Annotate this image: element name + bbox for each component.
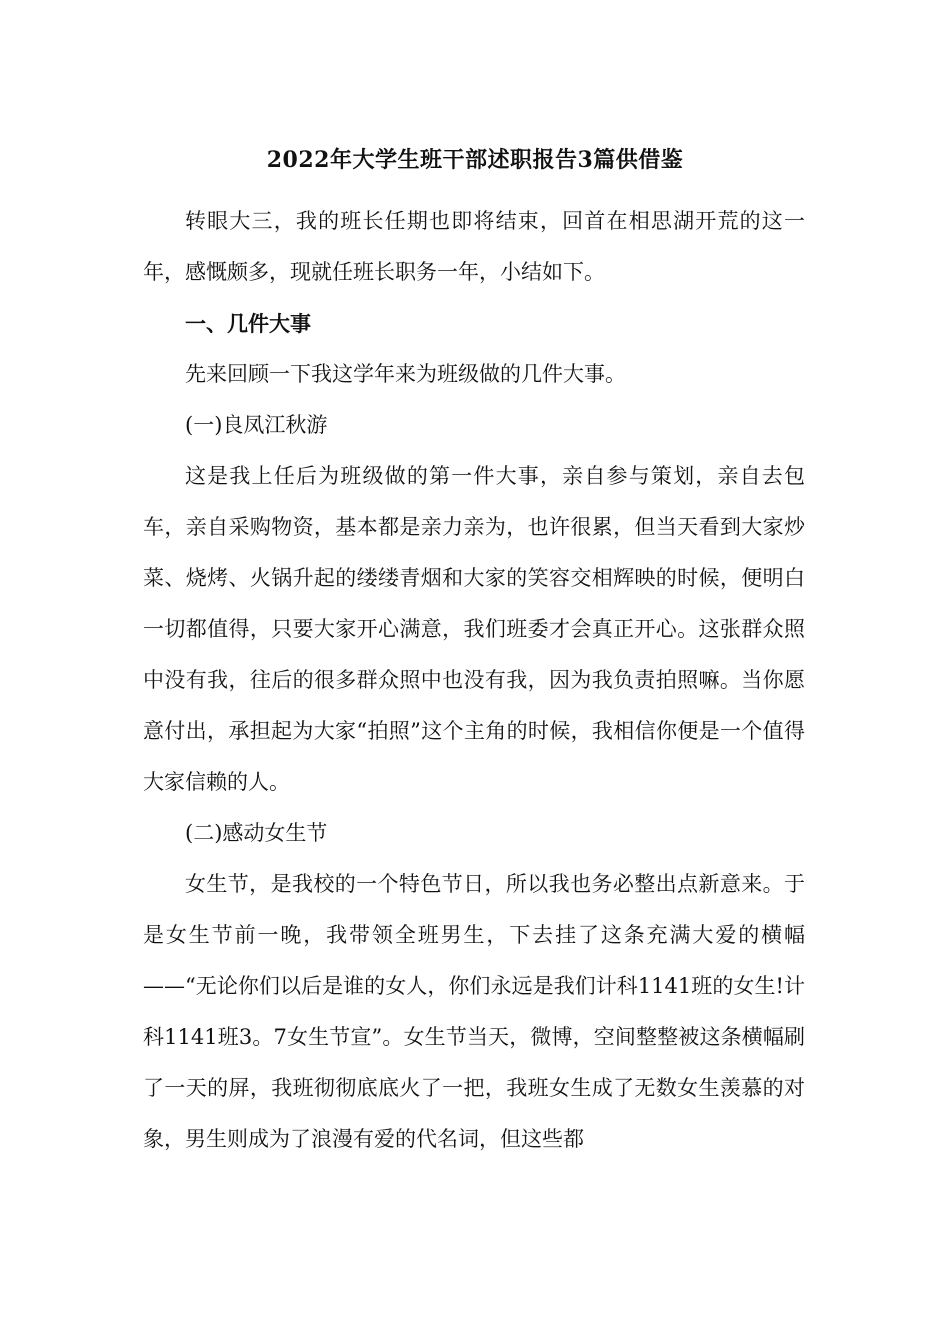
paragraph-girls-day: 女生节，是我校的一个特色节日，所以我也务必整出点新意来。于是女生节前一晚，我带领全班男生，下去挂了这条充满大爱的横幅——“无论你们以后是谁的女人，你们永远是我们计科1141班的女生!计科1141班3。7女生节宣”。女生节当天，微博，空间整整被这条横幅刷了一天的屏，我班彻彻底底火了一把，我班女生成了无数女生羡慕的对象，男生则成为了浪漫有爱的代名词，但这些都 [143,872,805,1151]
paragraph-intro: 转眼大三，我的班长任期也即将结束，回首在相思湖开荒的这一年，感慨颇多，现就任班长职务一年，小结如下。 [143,209,805,284]
document-title: 2022年大学生班干部述职报告3篇供借鉴 [266,147,684,173]
section-heading-major-events: 一、几件大事 [185,311,311,336]
document-body [143,196,805,1165]
paragraph-autumn-trip: 这是我上任后为班级做的第一件大事，亲自参与策划，亲自去包车，亲自采购物资，基本都是亲力亲为，也许很累，但当天看到大家炒菜、烧烤、火锅升起的缕缕青烟和大家的笑容交相辉映的时候，便明白一切都值得，只要大家开心满意，我们班委才会真正开心。这张群众照中没有我，往后的很多群众照中也没有我，因为我负责拍照嘛。当你愿意付出，承担起为大家“拍照”这个主角的时候，我相信你便是一个值得大家信赖的人。 [143,464,805,794]
subheading-autumn-trip: (一)良凤江秋游 [185,413,328,437]
paragraph-review: 先来回顾一下我这学年来为班级做的几件大事。 [185,362,626,386]
subheading-girls-day: (二)感动女生节 [185,821,328,845]
